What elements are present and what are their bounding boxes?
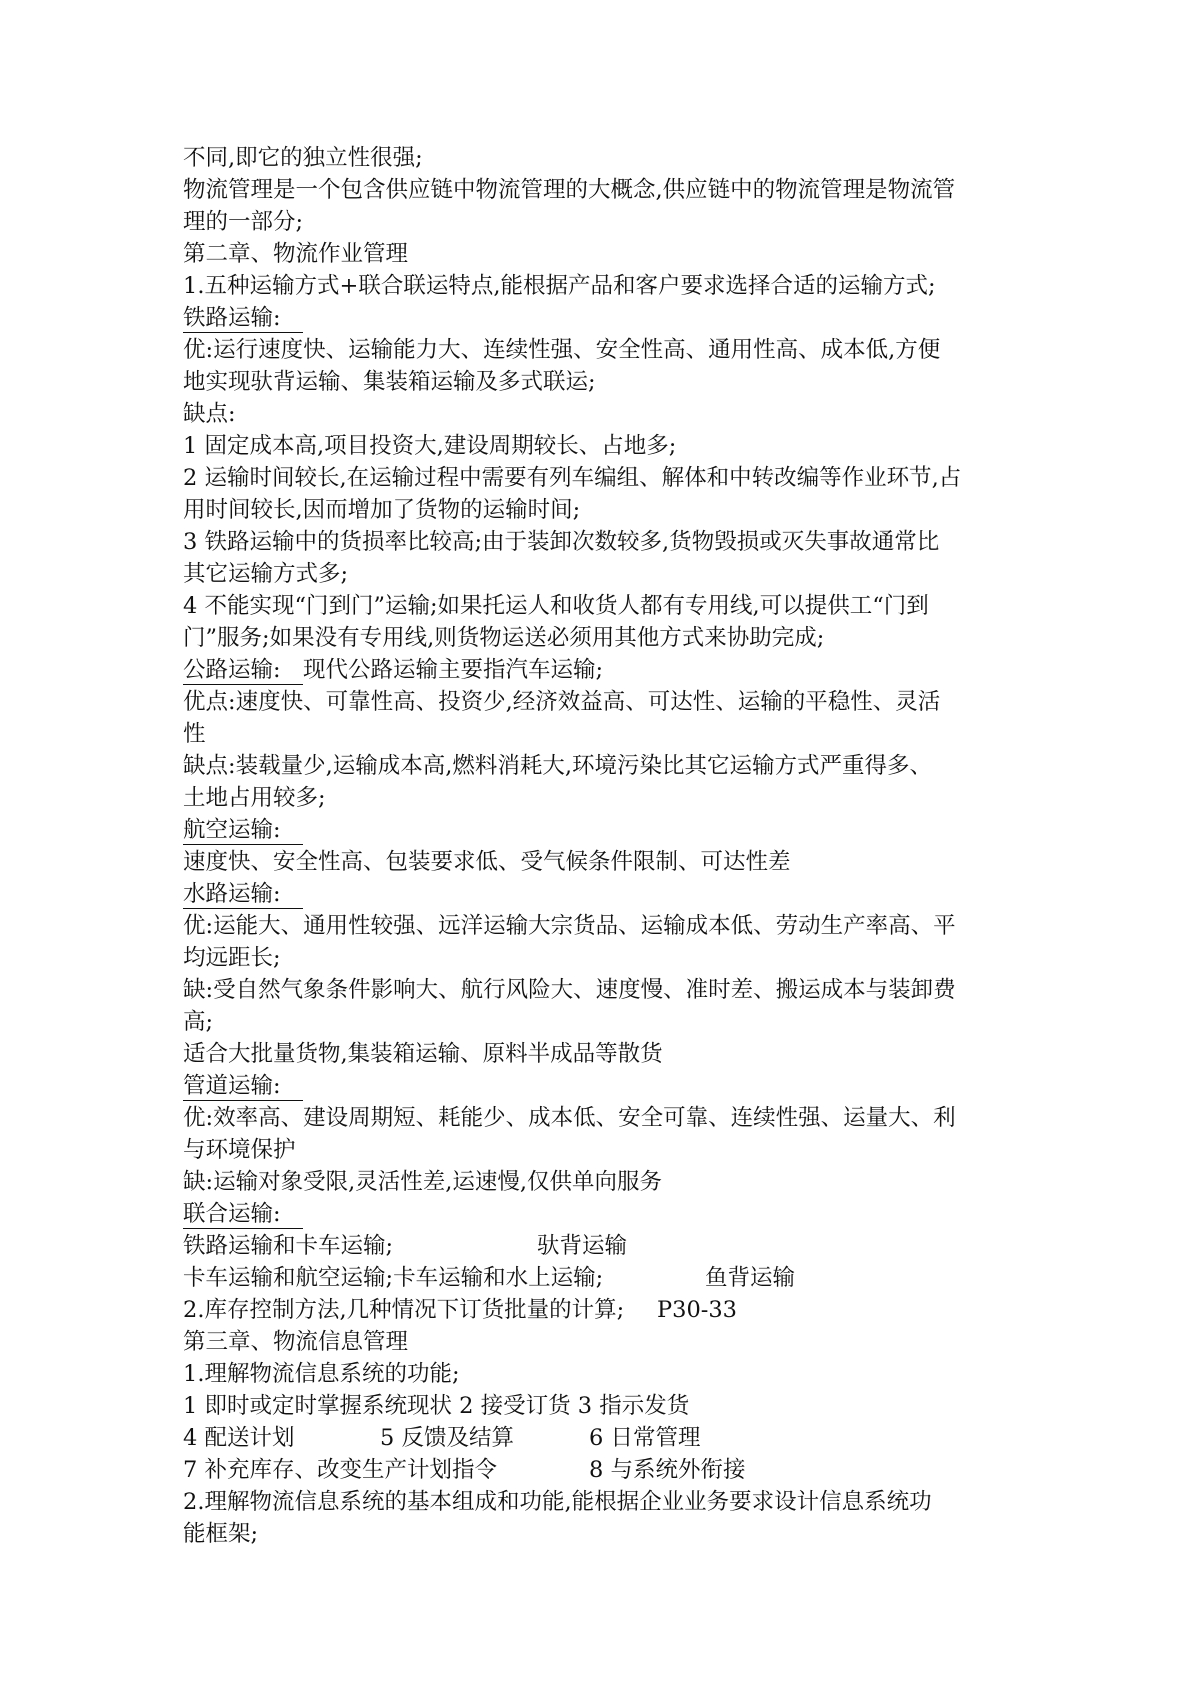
text-line: 优:运行速度快、运输能力大、连续性强、安全性高、通用性高、成本低,方便 <box>183 337 941 363</box>
text-line: 性 <box>183 721 206 747</box>
combined-right: 鱼背运输 <box>705 1265 796 1291</box>
combined-left: 卡车运输和航空运输;卡车运输和水上运输; <box>183 1265 604 1291</box>
text-line: 用时间较长,因而增加了货物的运输时间; <box>183 497 581 523</box>
text-line: 缺:受自然气象条件影响大、航行风险大、速度慢、准时差、搬运成本与装卸费 <box>183 977 956 1003</box>
text-line: 其它运输方式多; <box>183 561 349 587</box>
text-line: 门”服务;如果没有专用线,则货物运送必须用其他方式来协助完成; <box>183 625 825 651</box>
text-line: 缺点:装载量少,运输成本高,燃料消耗大,环境污染比其它运输方式严重得多、 <box>183 753 933 779</box>
inventory-item: 2.库存控制方法,几种情况下订货批量的计算; <box>183 1297 625 1323</box>
text-line: 2 运输时间较长,在运输过程中需要有列车编组、解体和中转改编等作业环节,占 <box>183 465 962 491</box>
text-line: 地实现驮背运输、集装箱运输及多式联运; <box>183 369 596 395</box>
section-label-air <box>183 814 1018 846</box>
text-line: 1.五种运输方式+联合联运特点,能根据产品和客户要求选择合适的运输方式; <box>183 273 936 299</box>
section-label-railway <box>183 302 1018 334</box>
road-heading: 公路运输: <box>183 656 303 685</box>
text-line: 优:运能大、通用性较强、远洋运输大宗货品、运输成本低、劳动生产率高、平 <box>183 913 956 939</box>
section-label-combined <box>183 1198 1018 1230</box>
section-label-road <box>183 654 1018 686</box>
text-line: 不同,即它的独立性很强; <box>183 145 423 171</box>
text-line: 高; <box>183 1009 214 1035</box>
section-label-water <box>183 878 1018 910</box>
text-line: 适合大批量货物,集装箱运输、原料半成品等散货 <box>183 1041 663 1067</box>
text-line: 缺点: <box>183 401 236 427</box>
water-heading: 水路运输: <box>183 880 303 909</box>
combined-left: 铁路运输和卡车运输; <box>183 1233 394 1259</box>
pipeline-heading: 管道运输: <box>183 1072 303 1101</box>
page-reference: P30-33 <box>657 1297 738 1323</box>
text-line: 速度快、安全性高、包装要求低、受气候条件限制、可达性差 <box>183 849 791 875</box>
text-line <box>183 1454 1018 1486</box>
text-line: 1.理解物流信息系统的功能; <box>183 1361 460 1387</box>
text-line: 3 铁路运输中的货损率比较高;由于装卸次数较多,货物毁损或灭失事故通常比 <box>183 529 940 555</box>
function-item: 7 补充库存、改变生产计划指令 <box>183 1457 497 1483</box>
air-heading: 航空运输: <box>183 816 303 845</box>
function-item: 5 反馈及结算 <box>380 1425 514 1451</box>
text-line: 能框架; <box>183 1521 259 1547</box>
text-line: 4 不能实现“门到门”运输;如果托运人和收货人都有专用线,可以提供工“门到 <box>183 593 929 619</box>
function-item: 6 日常管理 <box>589 1425 701 1451</box>
document-body <box>183 142 1018 1550</box>
combined-right: 驮背运输 <box>537 1233 628 1259</box>
text-line <box>183 1294 1018 1326</box>
text-line: 优:效率高、建设周期短、耗能少、成本低、安全可靠、连续性强、运量大、利 <box>183 1105 956 1131</box>
text-line: 1 固定成本高,项目投资大,建设周期较长、占地多; <box>183 433 677 459</box>
text-line: 均远距长; <box>183 945 281 971</box>
section-label-pipeline <box>183 1070 1018 1102</box>
text-line: 优点:速度快、可靠性高、投资少,经济效益高、可达性、运输的平稳性、灵活 <box>183 689 941 715</box>
text-line <box>183 1422 1018 1454</box>
text-line: 缺:运输对象受限,灵活性差,运速慢,仅供单向服务 <box>183 1169 663 1195</box>
chapter-heading: 第三章、物流信息管理 <box>183 1329 409 1355</box>
text-line: 理的一部分; <box>183 209 304 235</box>
text-line: 土地占用较多; <box>183 785 326 811</box>
text-line: 1 即时或定时掌握系统现状 2 接受订货 3 指示发货 <box>183 1393 690 1419</box>
text-line <box>183 1230 1018 1262</box>
text-line: 物流管理是一个包含供应链中物流管理的大概念,供应链中的物流管理是物流管 <box>183 177 956 203</box>
combined-heading: 联合运输: <box>183 1200 303 1229</box>
function-item: 8 与系统外衔接 <box>589 1457 746 1483</box>
text-line: 与环境保护 <box>183 1137 296 1163</box>
road-intro: 现代公路运输主要指汽车运输; <box>303 657 604 683</box>
text-line: 2.理解物流信息系统的基本组成和功能,能根据企业业务要求设计信息系统功 <box>183 1489 932 1515</box>
railway-heading: 铁路运输: <box>183 304 303 333</box>
chapter-heading: 第二章、物流作业管理 <box>183 241 409 267</box>
text-line <box>183 1262 1018 1294</box>
function-item: 4 配送计划 <box>183 1425 295 1451</box>
